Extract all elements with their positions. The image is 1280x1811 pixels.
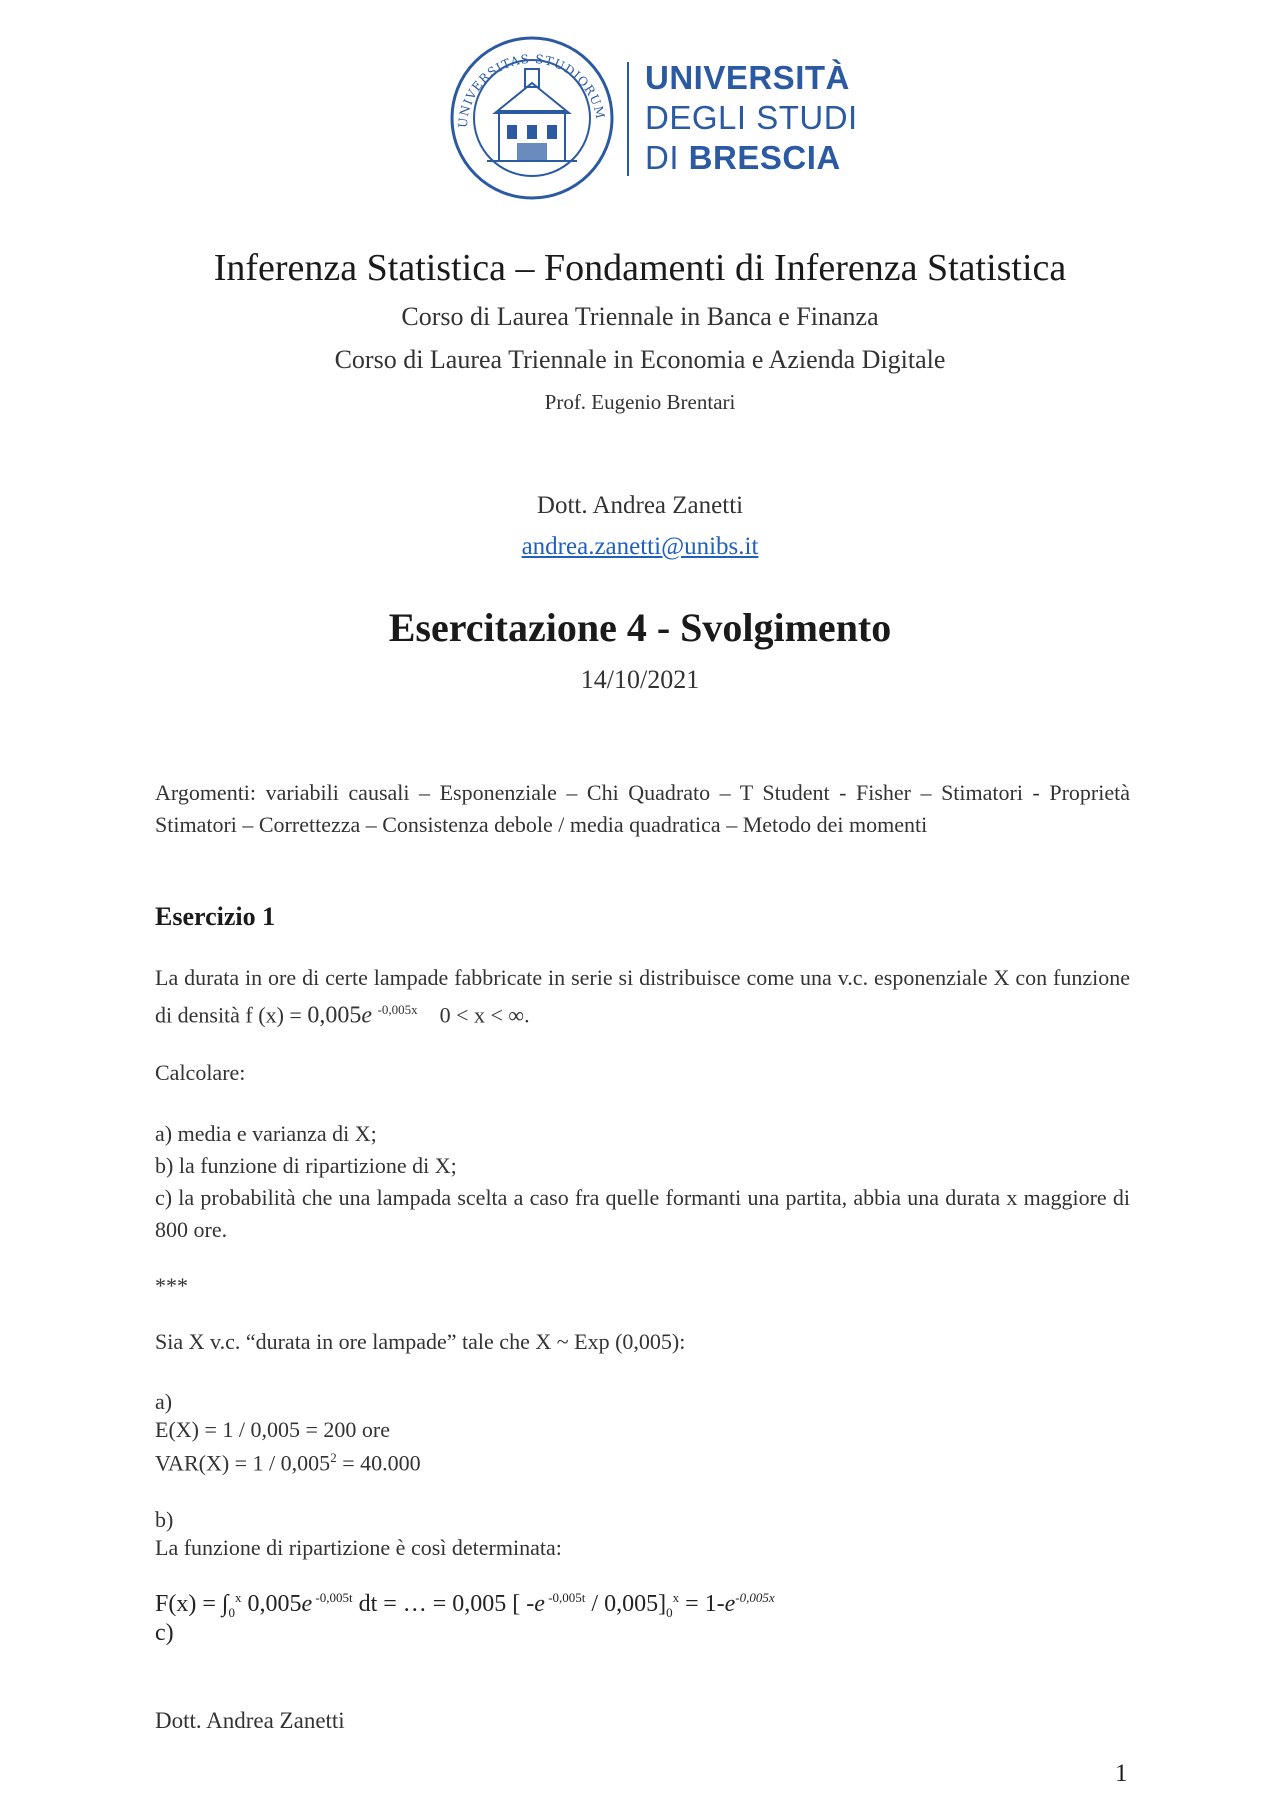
professor-name: Prof. Eugenio Brentari [544, 390, 736, 414]
page-number: 1 [1115, 1760, 1128, 1787]
cdf-formula: $F(x) = \int_0^x$ 0,005e $^{-0,005t}$ dt = … = 0,005 [ -e $^{-0,005t} / 0,005]_0^x = 1-e^{-0,005x}$ [155, 1590, 775, 1620]
topics-paragraph: Argomenti: variabili causali – Esponenziale – Chi Quadrato – T Student - Fisher – Stimatori - Proprietà Stimatori – Correttezza – Consistenza debole / media quadratica – Metodo dei momenti [155, 780, 1130, 837]
variance-result: $VAR(X) = 1 / 0,005^2 = 40.000$ [155, 1450, 421, 1476]
wordmark-line-3: DI BRESCIA [645, 139, 841, 176]
document-date: 14/10/2021 [580, 665, 700, 694]
author-name: Dott. Andrea Zanetti [536, 492, 744, 519]
wordmark-line-2: DEGLI STUDI [645, 99, 858, 136]
logo-divider [627, 62, 629, 176]
task-c: c) la probabilità che una lampada scelta a caso fra quelle formanti una partita, abbia una durata x maggiore di 800 ore. [155, 1185, 1130, 1242]
wordmark-line-1: UNIVERSITÀ [645, 59, 850, 96]
part-a-label: a) [155, 1389, 173, 1414]
separator: *** [155, 1273, 188, 1298]
part-b-text: La funzione di ripartizione è così determinata: [155, 1535, 562, 1560]
task-a: a) media e varianza di X; [155, 1121, 377, 1146]
task-b: b) la funzione di ripartizione di X; [155, 1153, 457, 1178]
footer-author: Dott. Andrea Zanetti [155, 1708, 345, 1733]
author-email [0, 533, 1280, 561]
exercise-statement: La durata in ore di certe lampade fabbricate in serie si distribuisce come una v.c. esponenziale X con funzione di densità f (x) = 0,005e $^{-0,005x}$ 0 < x < ∞. [155, 965, 1130, 1029]
mean-result: E(X) = 1 / 0,005 = 200 ore [155, 1417, 390, 1442]
svg-text:UNIVERSITAS STUDIORUM BRIXIAE: UNIVERSITAS STUDIORUM [455, 51, 608, 129]
calcolare-label: Calcolare: [155, 1060, 246, 1085]
exercise-heading: Esercizio 1 [155, 902, 276, 931]
course-line-2: Corso di Laurea Triennale in Economia e Azienda Digitale [334, 345, 946, 374]
university-seal-logo [447, 33, 617, 203]
course-title: Inferenza Statistica – Fondamenti di Inferenza Statistica [213, 247, 1067, 289]
document-title: Esercitazione 4 - Svolgimento [388, 605, 892, 650]
course-line-1: Corso di Laurea Triennale in Banca e Finanza [401, 302, 879, 331]
part-b-label: b) [155, 1507, 174, 1532]
university-wordmark [645, 58, 858, 178]
solution-setup: Sia X v.c. “durata in ore lampade” tale che X ~ Exp (0,005): [155, 1329, 686, 1354]
part-c-label: c) [155, 1620, 174, 1646]
email-link[interactable]: andrea.zanetti@unibs.it [521, 533, 759, 560]
